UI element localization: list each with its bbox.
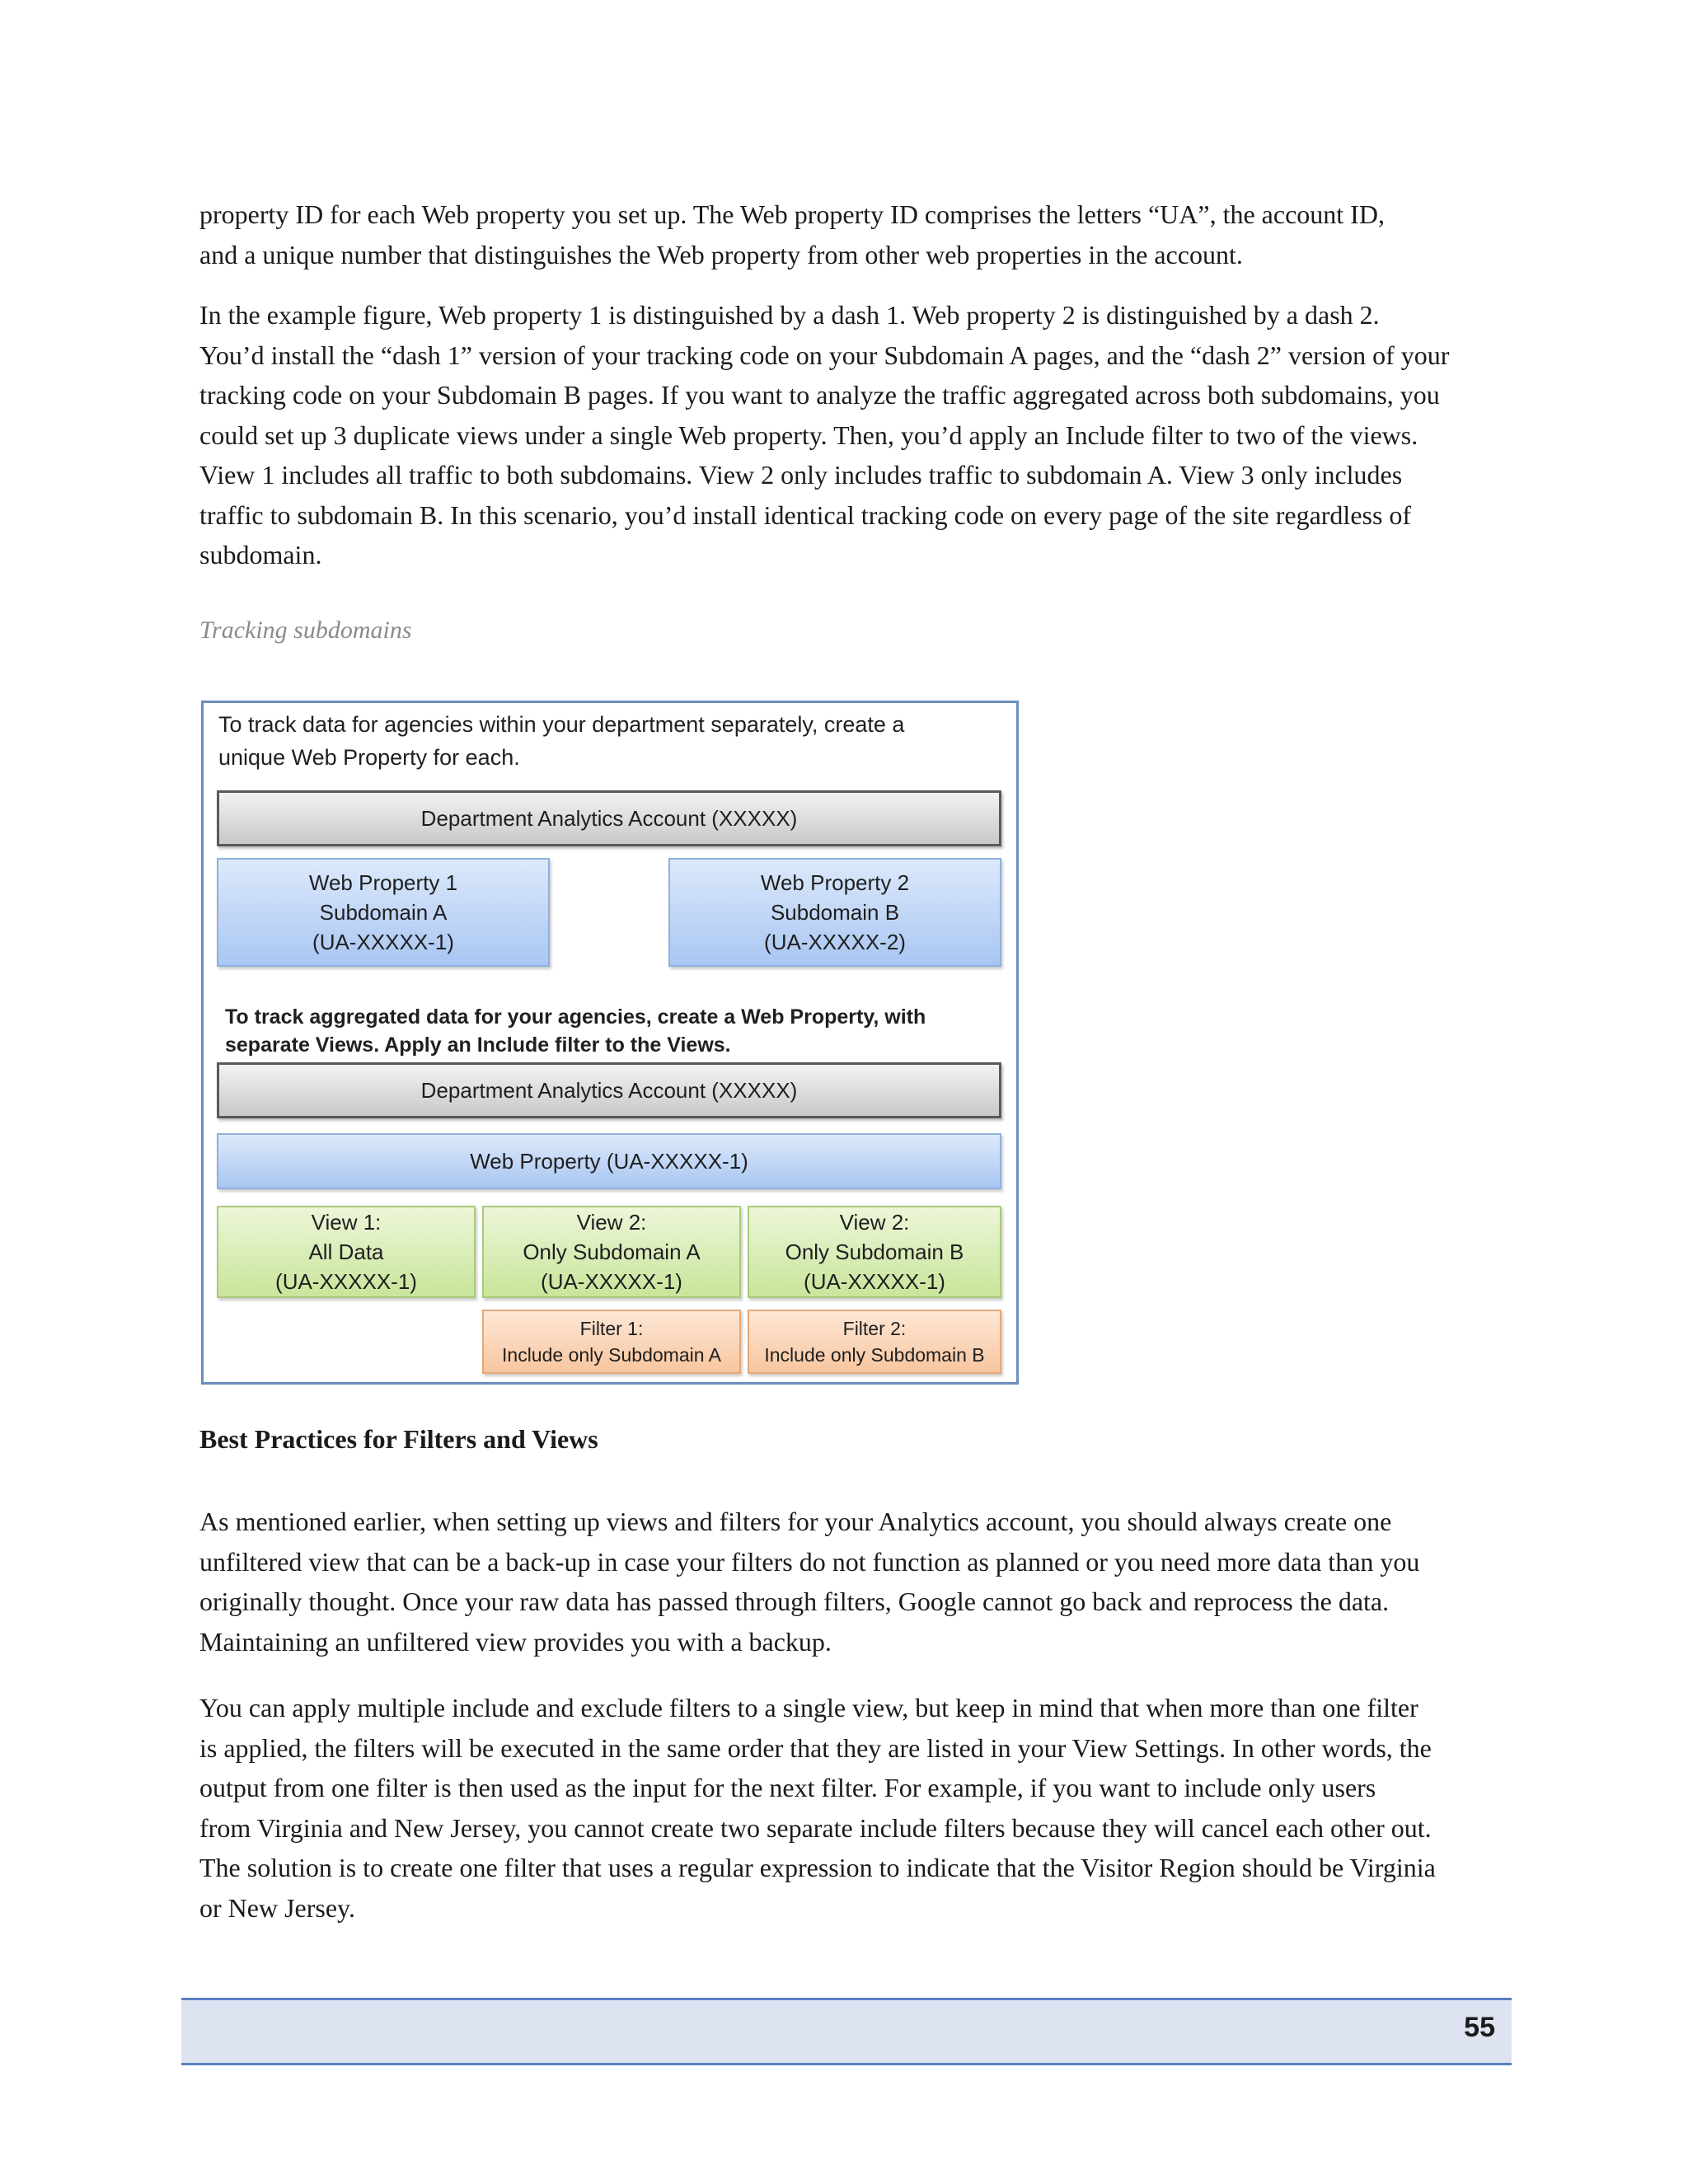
page-footer xyxy=(181,1998,1512,2065)
view-1-box: View 1: All Data (UA-XXXXX-1) xyxy=(217,1206,476,1298)
figure-intro-aggregated: To track aggregated data for your agencies, create a Web Property, with separate Views. Apply an Include filter to the Views. xyxy=(225,1005,926,1057)
body-paragraph-2: In the example figure, Web property 1 is distinguished by a dash 1. Web property 2 is distinguished by a dash 2. You’d install the “dash 1” version of your tracking code on your Subdomain A pages, and the “dash 2” version of your tracking code on your Subdomain B pages. If you want to analyze the traffic aggregated across both subdomains, you could set up 3 duplicate views under a single Web property. Then, you’d apply an Include filter to two of the views. View 1 includes all traffic to both subdomains. View 2 only includes traffic to subdomain A. View 3 only includes traffic to subdomain B. In this scenario, you’d install identical tracking code on every page of the site regardless of subdomain. xyxy=(199,300,1450,569)
account-box-bottom: Department Analytics Account (XXXXX) xyxy=(217,1062,1001,1118)
body-paragraph-3: As mentioned earlier, when setting up views and filters for your Analytics account, you should always create one unfiltered view that can be a back-up in case your filters do not function as planned or you need more data than you originally thought. Once your raw data has passed through filters, Google cannot go back and reprocess the data. Maintaining an unfiltered view provides you with a backup. xyxy=(199,1507,1420,1657)
page-number: 55 xyxy=(1464,2012,1495,2043)
figure-caption: Tracking subdomains xyxy=(199,616,412,644)
filter-1-box: Filter 1: Include only Subdomain A xyxy=(482,1310,741,1374)
web-property-single-box: Web Property (UA-XXXXX-1) xyxy=(217,1133,1001,1189)
figure-intro-separate: To track data for agencies within your department separately, create a unique Web Property for each. xyxy=(218,712,905,770)
section-heading: Best Practices for Filters and Views xyxy=(199,1424,598,1454)
view-2a-box: View 2: Only Subdomain A (UA-XXXXX-1) xyxy=(482,1206,741,1298)
body-paragraph-4: You can apply multiple include and exclude filters to a single view, but keep in mind that when more than one filter is applied, the filters will be executed in the same order that they are listed in your View Settings. In other words, the output from one filter is then used as the input for the next filter. For example, if you want to include only users from Virginia and New Jersey, you cannot create two separate include filters because they will cancel each other out. The solution is to create one filter that uses a regular expression to indicate that the Visitor Region should be Virginia or New Jersey. xyxy=(199,1693,1436,1923)
account-box-top: Department Analytics Account (XXXXX) xyxy=(217,790,1001,846)
body-paragraph-1: property ID for each Web property you set up. The Web property ID comprises the letters “UA”, the account ID, and a unique number that distinguishes the Web property from other web properties in the account. xyxy=(199,199,1385,269)
view-2b-box: View 2: Only Subdomain B (UA-XXXXX-1) xyxy=(748,1206,1001,1298)
web-property-1-box: Web Property 1 Subdomain A (UA-XXXXX-1) xyxy=(217,858,550,967)
filter-2-box: Filter 2: Include only Subdomain B xyxy=(748,1310,1001,1374)
web-property-2-box: Web Property 2 Subdomain B (UA-XXXXX-2) xyxy=(668,858,1001,967)
tracking-subdomains-figure xyxy=(201,701,1019,1385)
